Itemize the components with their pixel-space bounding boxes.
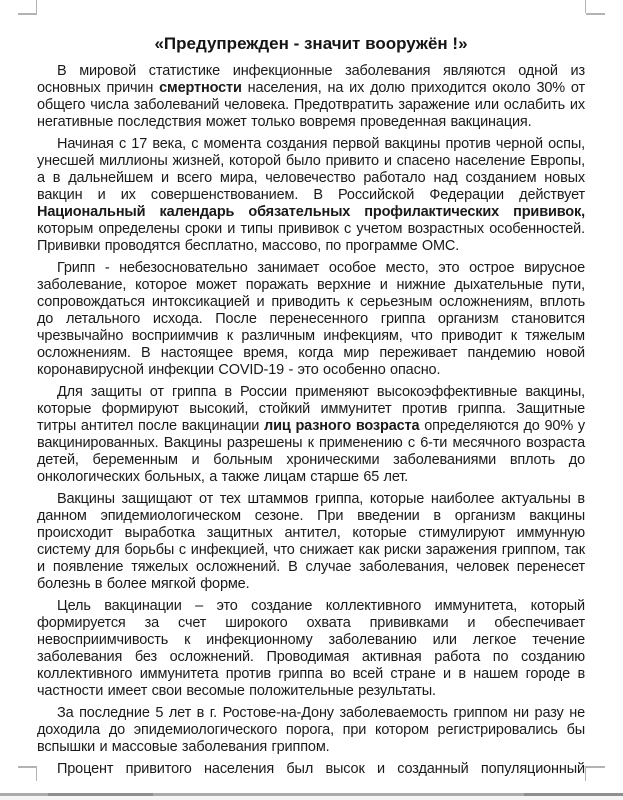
text-run: населения, на их долю приходится около 30% от общего числа заболеваний человека. Предотвратить заражение или ослабить их негативные последствия может только вовремя проведенная вакцинация.	[37, 80, 585, 130]
margin-mark-bottom-left-horizontal	[18, 766, 37, 768]
document-title: «Предупрежден - значит вооружён !»	[154, 34, 468, 53]
paragraph	[37, 384, 585, 486]
text-run: определяются до 90% у вакцинированных. Вакцины разрешены к применению с 6-ти месячного возраста детей, беременным и больным хроническими заболеваниями вплоть до онкологических больных, а также лицам старше 65 лет.	[37, 418, 585, 485]
paragraph	[37, 705, 585, 756]
text-run: Процент привитого населения был высок и созданный популяционный	[57, 761, 585, 777]
text-run: Начиная с 17 века, с момента создания первой вакцины против черной оспы, унесшей миллионы жизней, которой было привито и спасено население Европы, а в дальнейшем и всего мира, человечество работало над созданием новых вакцин и их совершенствованием. В Российской Федерации действует	[37, 136, 585, 203]
text-run: Грипп - небезосновательно занимает особое место, это острое вирусное заболевание, которое может поражать верхние и нижние дыхательные пути, сопровождаться интоксикацией и приводить к серьезным осложнениям, вплоть до летального исхода. После перенесенного гриппа организм становится чрезвычайно восприимчив к различным инфекциям, что приводит к тяжелым осложнениям. В настоящее время, когда мир переживает пандемию новой коронавирусной инфекции COVID-19 - это особенно опасно.	[37, 260, 585, 378]
paragraph	[37, 598, 585, 700]
margin-mark-top-right-vertical	[585, 0, 586, 13]
page-gap-background	[0, 796, 623, 800]
text-run: которым определены сроки и типы прививок с учетом возрастных особенностей. Прививки проводятся бесплатно, массово, по программе ОМС.	[37, 221, 585, 254]
margin-mark-top-left-vertical	[36, 0, 37, 13]
text-run: В мировой статистике инфекционные заболевания являются одной из основных причин	[37, 63, 585, 96]
margin-mark-top-right-horizontal	[586, 13, 605, 15]
document-content	[37, 33, 585, 783]
bold-text-run: лиц разного возраста	[264, 418, 420, 434]
bold-text-run: смертности	[159, 80, 242, 96]
paragraph	[37, 491, 585, 593]
paragraph	[37, 63, 585, 131]
text-run: Для защиты от гриппа в России применяют высокоэффективные вакцины, которые формируют высокий, стойкий иммунитет против гриппа. Защитные титры антител после вакцинации	[37, 384, 585, 434]
paragraph	[37, 761, 585, 778]
margin-mark-top-left-horizontal	[18, 13, 37, 15]
text-run: За последние 5 лет в г. Ростове-на-Дону заболеваемость гриппом ни разу не доходила до эпидемиологического порога, при котором регистрировались бы вспышки и массовые заболевания гриппом.	[37, 705, 585, 755]
bold-text-run: Национальный календарь обязательных профилактических прививок,	[37, 204, 585, 220]
text-run: Вакцины защищают от тех штаммов гриппа, которые наиболее актуальны в данном эпидемиологическом сезоне. При введении в организм вакцины происходит выработка защитных антител, которые стимулируют иммунную систему для борьбы с инфекцией, что снижает как риски заражения гриппом, так и появление тяжелых осложнений. В случае заболевания, человек перенесет болезнь в более мягкой форме.	[37, 491, 585, 592]
margin-mark-bottom-right-horizontal	[586, 766, 605, 768]
margin-mark-bottom-right-vertical	[585, 766, 586, 781]
document-body	[37, 63, 585, 778]
paragraph	[37, 136, 585, 255]
text-run: Цель вакцинации – это создание коллективного иммунитета, который формируется за счет широкого охвата прививками и обеспечивает невосприимчивость к инфекционному заболеванию или легкое течение заболевания без осложнений. Проводимая активная работа по созданию коллективного иммунитета против гриппа во всей стране и в нашем городе в частности имеет свои весомые положительные результаты.	[37, 598, 585, 699]
paragraph	[37, 260, 585, 379]
